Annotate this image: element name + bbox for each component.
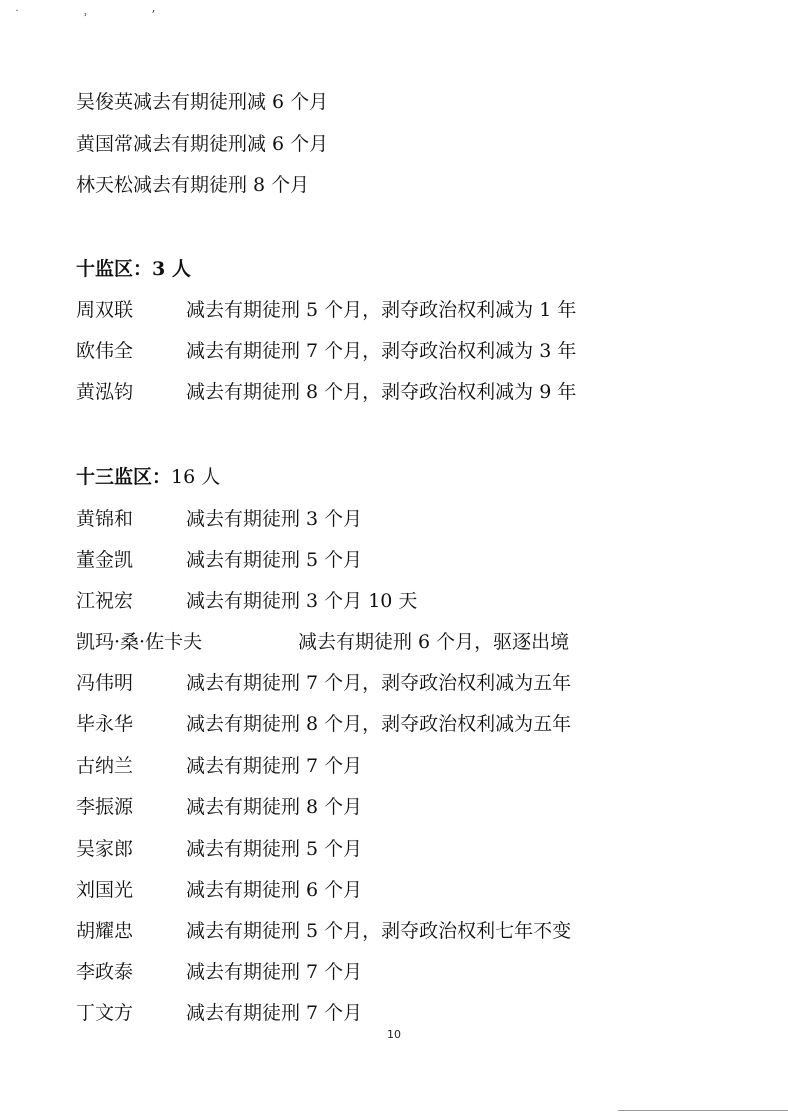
person-name: 胡耀忠 <box>76 920 134 942</box>
list-item <box>76 586 417 616</box>
list-item <box>76 87 328 117</box>
person-name: 李振源 <box>76 796 134 818</box>
sentence-detail: 减去有期徒刑 5 个月，剥夺政治权利七年不变 <box>186 920 572 942</box>
section-count: 3 人 <box>152 258 191 280</box>
sentence-detail: 减去有期徒刑 7 个月，剥夺政治权利减为五年 <box>186 672 572 694</box>
line-text: 吴俊英减去有期徒刑减 6 个月 <box>76 91 329 113</box>
section-heading <box>76 462 220 492</box>
sentence-detail: 减去有期徒刑 3 个月 10 天 <box>186 590 418 612</box>
list-item <box>76 336 576 366</box>
person-name: 江祝宏 <box>76 590 134 612</box>
list-item <box>76 504 362 534</box>
list-item <box>76 916 571 946</box>
sentence-detail: 减去有期徒刑 8 个月，剥夺政治权利减为 9 年 <box>186 381 577 403</box>
list-item <box>76 170 309 200</box>
sentence-detail: 减去有期徒刑 8 个月 <box>186 796 363 818</box>
sentence-detail: 减去有期徒刑 5 个月，剥夺政治权利减为 1 年 <box>186 299 577 321</box>
scan-edge-line <box>618 1110 788 1111</box>
list-item <box>76 709 571 739</box>
person-name: 董金凯 <box>76 549 134 571</box>
line-text: 黄国常减去有期徒刑减 6 个月 <box>76 133 329 155</box>
sentence-detail: 减去有期徒刑 5 个月 <box>186 549 363 571</box>
section-title: 十监区： <box>76 258 153 280</box>
person-name: 欧伟全 <box>76 340 134 362</box>
person-name: 刘国光 <box>76 879 134 901</box>
sentence-detail: 减去有期徒刑 7 个月 <box>186 1002 363 1024</box>
section-title: 十三监区： <box>76 466 172 488</box>
page-number: 10 <box>387 1028 401 1041</box>
sentence-detail: 减去有期徒刑 7 个月，剥夺政治权利减为 3 年 <box>186 340 577 362</box>
sentence-detail: 减去有期徒刑 8 个月，剥夺政治权利减为五年 <box>186 713 572 735</box>
list-item <box>76 792 362 822</box>
list-item <box>76 751 362 781</box>
line-text: 林天松减去有期徒刑 8 个月 <box>76 174 310 196</box>
list-item <box>76 627 569 657</box>
person-name: 冯伟明 <box>76 672 134 694</box>
person-name: 黄泓钧 <box>76 381 134 403</box>
person-name: 黄锦和 <box>76 508 134 530</box>
person-name: 凯玛·桑·佐卡夫 <box>76 631 203 653</box>
person-name: 丁文方 <box>76 1002 134 1024</box>
person-name: 古纳兰 <box>76 755 134 777</box>
list-item <box>76 545 362 575</box>
sentence-detail: 减去有期徒刑 6 个月，驱逐出境 <box>298 631 570 653</box>
sentence-detail: 减去有期徒刑 7 个月 <box>186 961 363 983</box>
sentence-detail: 减去有期徒刑 3 个月 <box>186 508 363 530</box>
sentence-detail: 减去有期徒刑 5 个月 <box>186 838 363 860</box>
list-item <box>76 129 328 159</box>
sentence-detail: 减去有期徒刑 7 个月 <box>186 755 363 777</box>
person-name: 吴家郎 <box>76 838 134 860</box>
list-item <box>76 957 362 987</box>
list-item <box>76 998 362 1028</box>
list-item <box>76 668 571 698</box>
person-name: 周双联 <box>76 299 134 321</box>
scan-marks: ˙ ˒ ’ <box>14 8 186 22</box>
person-name: 毕永华 <box>76 713 134 735</box>
list-item <box>76 875 362 905</box>
section-count: 16 人 <box>171 466 221 488</box>
list-item <box>76 834 362 864</box>
sentence-detail: 减去有期徒刑 6 个月 <box>186 879 363 901</box>
list-item <box>76 377 576 407</box>
person-name: 李政泰 <box>76 961 134 983</box>
list-item <box>76 295 576 325</box>
section-heading <box>76 254 191 284</box>
